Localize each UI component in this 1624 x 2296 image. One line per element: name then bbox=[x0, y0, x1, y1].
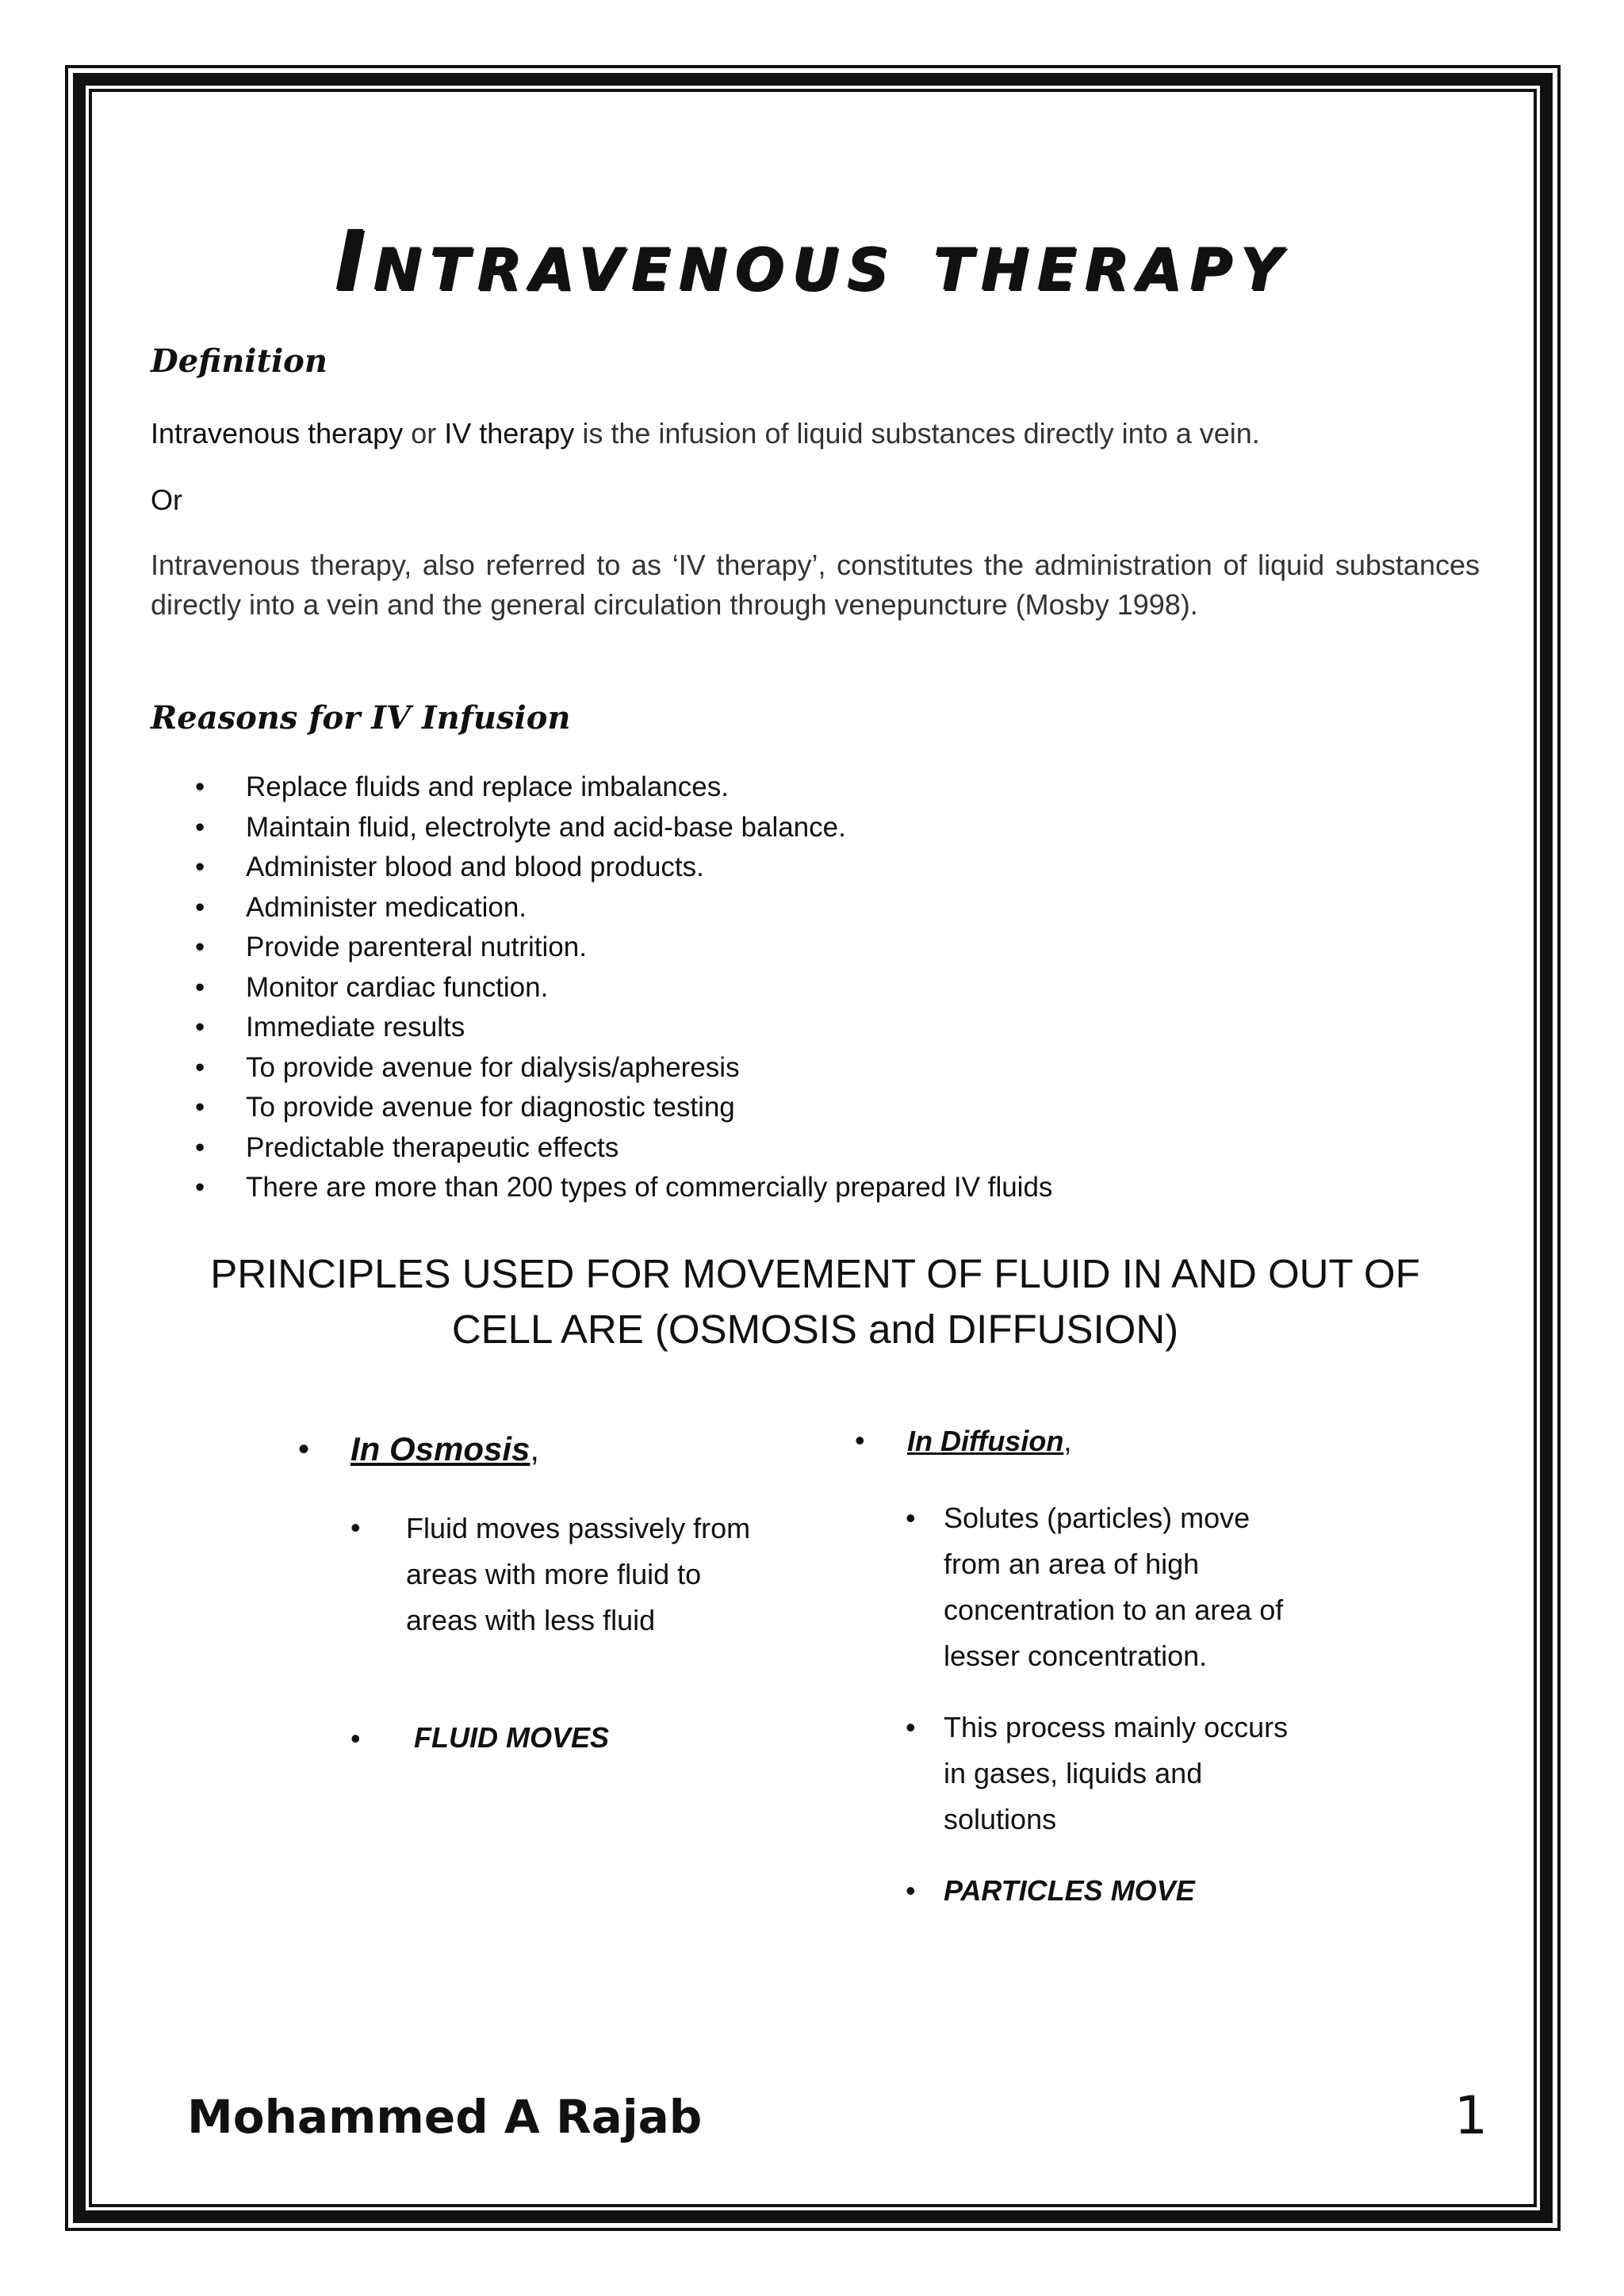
diffusion-point-1: Solutes (particles) move from an area of high concentration to an area of lesser concentration. bbox=[944, 1502, 1284, 1672]
diffusion-point-3: PARTICLES MOVE bbox=[944, 1874, 1195, 1907]
diffusion-heading: In Diffusion bbox=[907, 1425, 1064, 1457]
osmosis-comma: , bbox=[530, 1430, 540, 1468]
or-text: Or bbox=[151, 484, 182, 516]
list-item: • Administer blood and blood products. bbox=[195, 848, 1052, 888]
author-name: Mohammed A Rajab bbox=[187, 2090, 703, 2144]
definition-heading: Definition bbox=[151, 342, 327, 380]
list-item: • To provide avenue for dialysis/apheresis bbox=[195, 1048, 1052, 1089]
page-number: 1 bbox=[1454, 2085, 1488, 2146]
osmosis-point-1-bullet: • bbox=[350, 1511, 361, 1544]
definition-paragraph: Intravenous therapy, also referred to as ‘IV therapy’, constitutes the administration of liquid substances directly into a vein and the general circulation through venepuncture (Mosby 1998). bbox=[151, 549, 1480, 621]
list-item: • Monitor cardiac function. bbox=[195, 968, 1052, 1008]
osmosis-point-1: Fluid moves passively from areas with more fluid to areas with less fluid bbox=[406, 1512, 751, 1636]
reasons-heading: Reasons for IV Infusion bbox=[151, 699, 571, 737]
list-item: • Administer medication. bbox=[195, 888, 1052, 928]
principles-line-2: CELL ARE (OSMOSIS and DIFFUSION) bbox=[451, 1307, 1179, 1352]
term-iv-therapy: IV therapy bbox=[444, 417, 575, 450]
diffusion-point-2-bullet: • bbox=[906, 1711, 916, 1743]
definition-sentence bbox=[151, 414, 1480, 453]
osmosis-point-2: FLUID MOVES bbox=[414, 1721, 610, 1754]
diffusion-bullet: • bbox=[855, 1424, 865, 1456]
diffusion-point-3-bullet: • bbox=[906, 1874, 916, 1907]
osmosis-heading: In Osmosis bbox=[350, 1430, 530, 1468]
list-item: • There are more than 200 types of commercially prepared IV fluids bbox=[195, 1168, 1052, 1208]
osmosis-point-2-bullet: • bbox=[350, 1722, 361, 1755]
reasons-list bbox=[195, 767, 1052, 1208]
definition-rest: is the infusion of liquid substances directly into a vein. bbox=[574, 417, 1260, 450]
principles-line-1: PRINCIPLES USED FOR MOVEMENT OF FLUID IN AND OUT OF bbox=[210, 1251, 1420, 1296]
diffusion-point-2: This process mainly occurs in gases, liquids and solutions bbox=[944, 1711, 1289, 1835]
osmosis-bullet: • bbox=[298, 1432, 310, 1467]
term-intravenous-therapy: Intravenous therapy bbox=[151, 417, 404, 450]
list-item: • Maintain fluid, electrolyte and acid-base balance. bbox=[195, 808, 1052, 848]
osmosis-heading-wrap bbox=[350, 1430, 539, 1468]
list-item: • Predictable therapeutic effects bbox=[195, 1128, 1052, 1169]
principles-heading bbox=[151, 1246, 1480, 1357]
list-item: • Provide parenteral nutrition. bbox=[195, 928, 1052, 968]
diffusion-heading-wrap bbox=[907, 1425, 1071, 1458]
list-item: • Immediate results bbox=[195, 1008, 1052, 1048]
diffusion-comma: , bbox=[1063, 1425, 1072, 1457]
document-title: Intravenous therapy bbox=[334, 212, 1290, 309]
connector-text: or bbox=[403, 417, 445, 450]
list-item: • To provide avenue for diagnostic testing bbox=[195, 1088, 1052, 1128]
list-item: • Replace fluids and replace imbalances. bbox=[195, 767, 1052, 808]
diffusion-point-1-bullet: • bbox=[906, 1502, 916, 1534]
